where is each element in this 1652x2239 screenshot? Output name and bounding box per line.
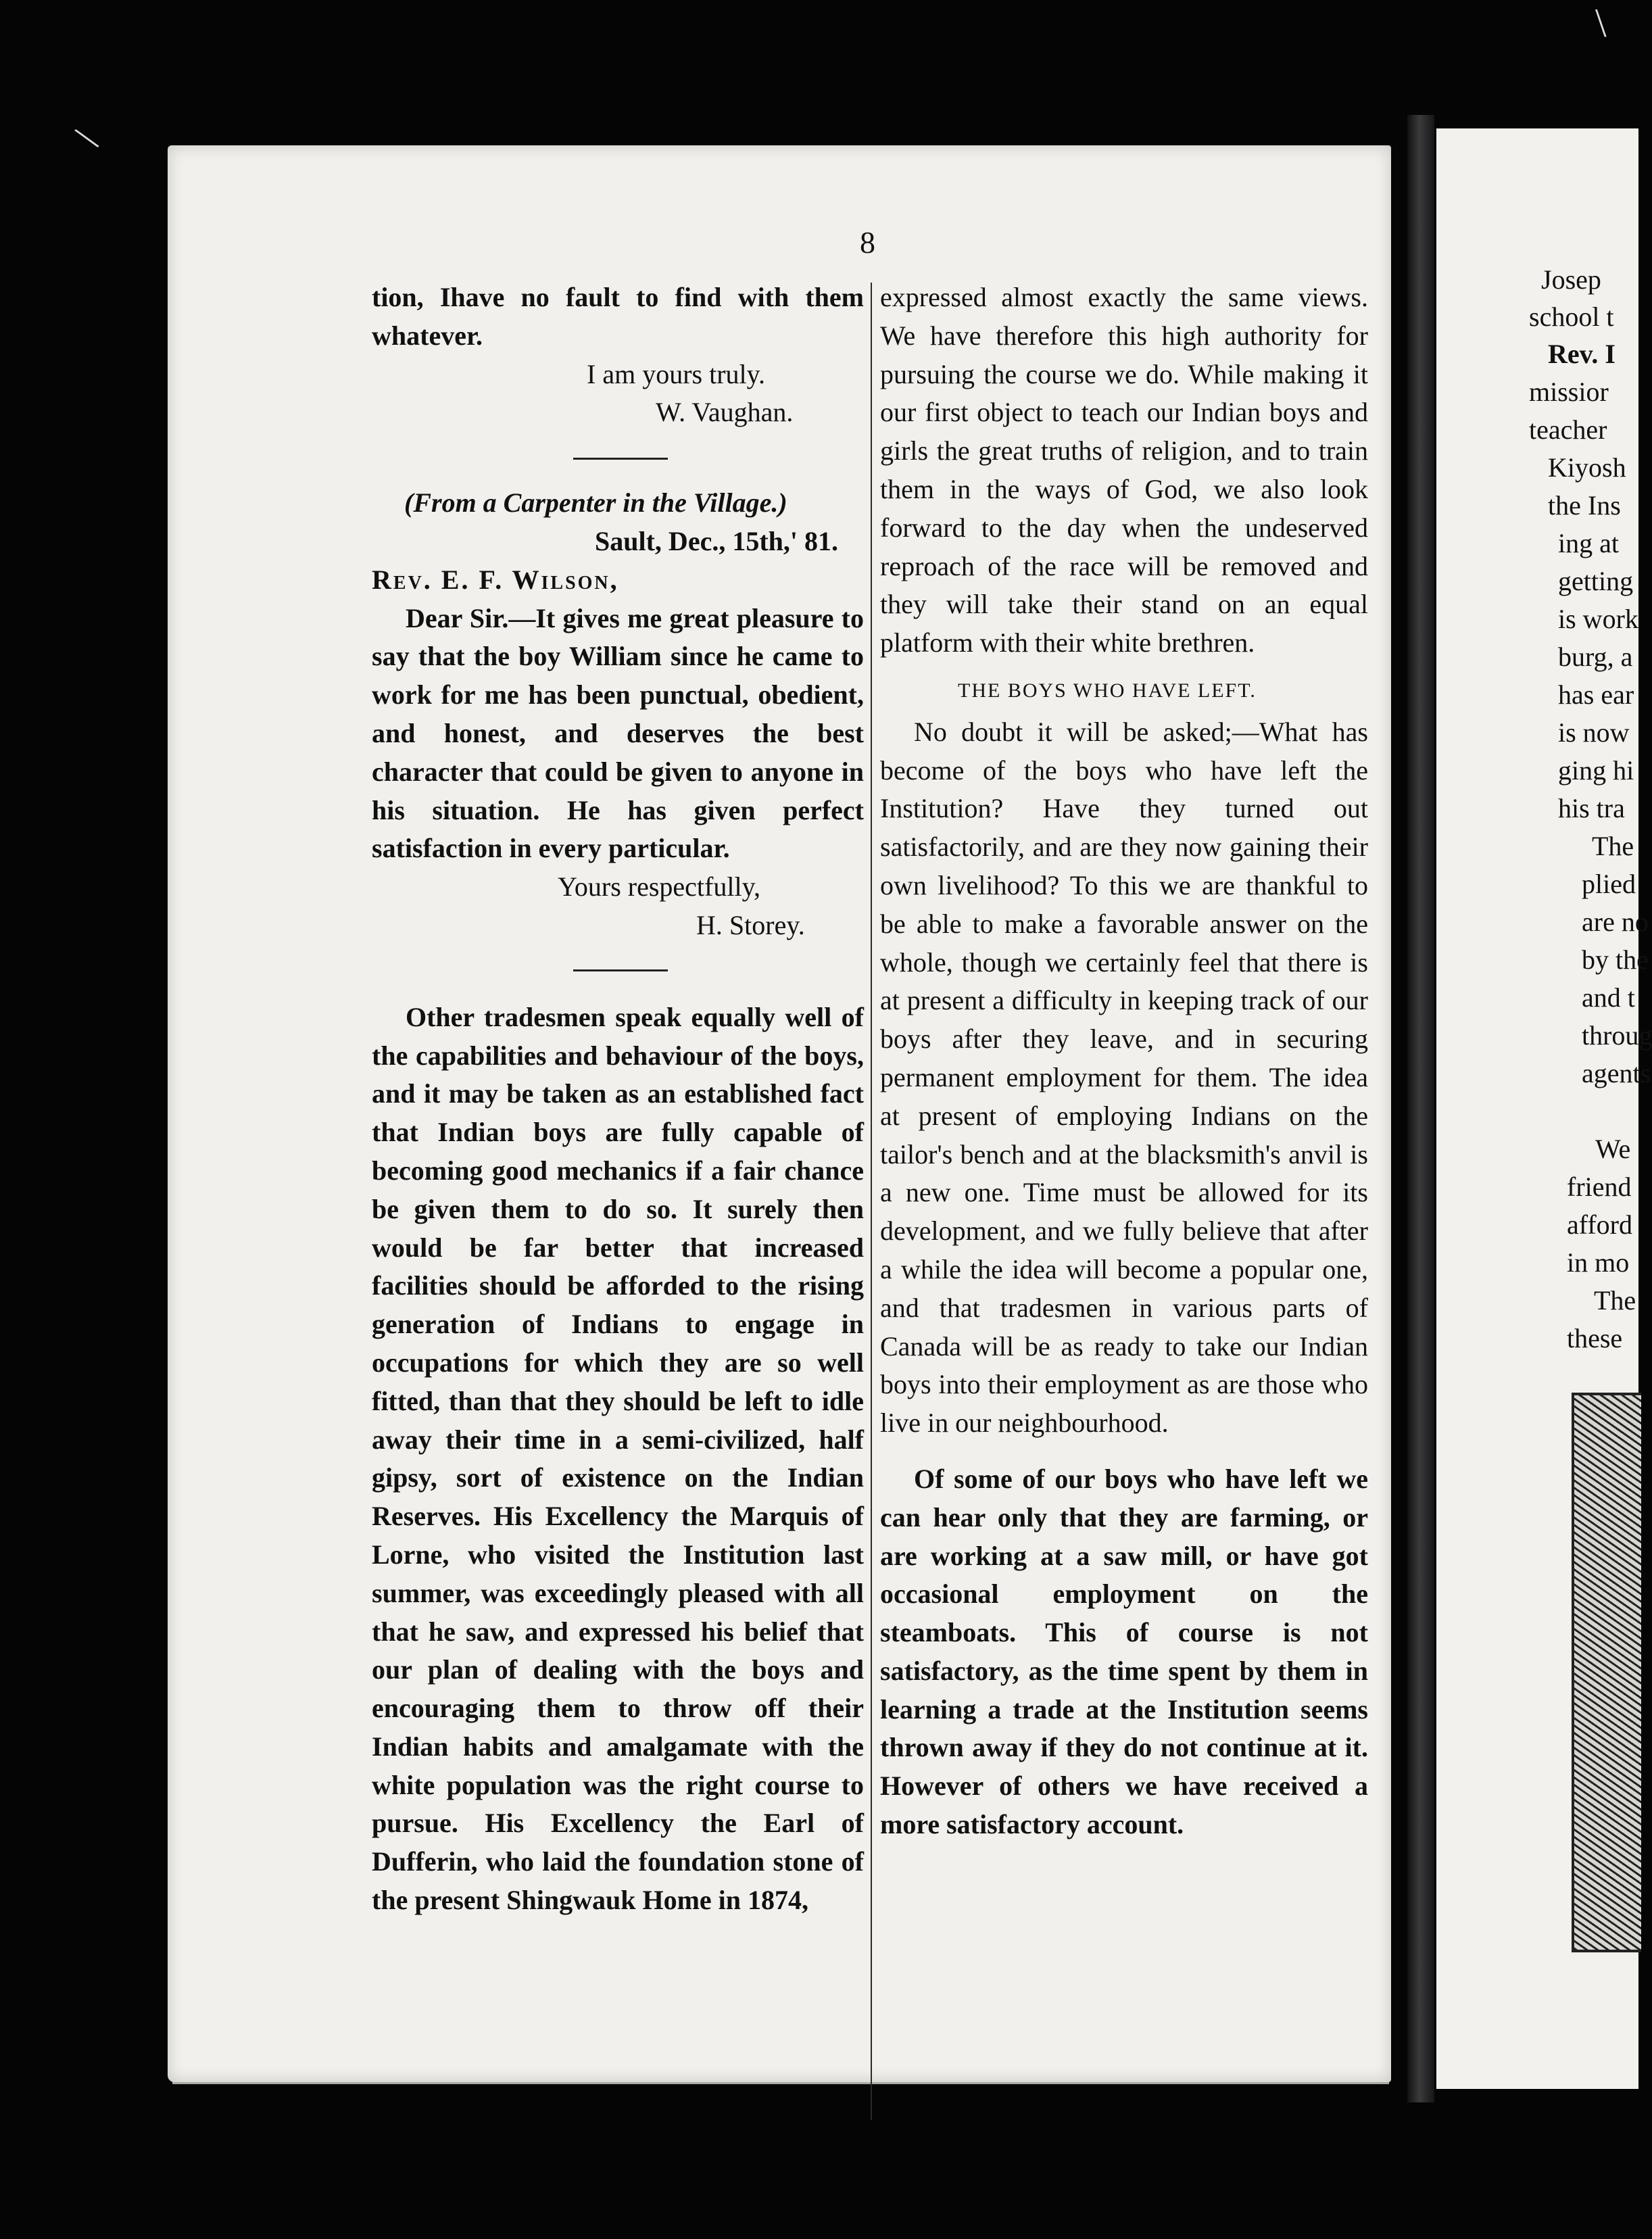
letter-1-signature: W. Vaughan. xyxy=(656,397,794,428)
facing-line: agents xyxy=(1582,1058,1651,1088)
column-divider xyxy=(871,283,872,2120)
facing-line: The xyxy=(1592,831,1634,861)
facing-line: throug xyxy=(1582,1020,1652,1051)
facing-line: has ear xyxy=(1558,679,1634,710)
facing-line: Rev. I xyxy=(1548,339,1615,369)
letter-1-closing: I am yours truly. xyxy=(587,358,766,389)
letter-2-addressee: Rev. E. F. Wilson, xyxy=(372,564,619,595)
paragraph-gap xyxy=(880,1443,1368,1460)
facing-line: ing at xyxy=(1558,528,1619,558)
right-column xyxy=(880,279,1368,1844)
facing-line: his tra xyxy=(1558,793,1625,823)
section-heading: THE BOYS WHO HAVE LEFT. xyxy=(958,679,1257,702)
facing-line: We xyxy=(1595,1134,1631,1164)
body-paragraph: No doubt it will be asked;—What has become of the boys who have left the Institution? Have they turned out satisfactorily, and are they now gaining their own livelihood? To this we are thankful to be able to make a favorable answer on the whole, though we certainly feel that there is at present a difficulty in keeping track of our boys after they leave, and in securing permanent employment for them. The idea at present of employing Indians on the tailor's bench and at the blacksmith's anvil is a new one. Time must be allowed for its development, and we fully believe that after a while the idea will become a popular one, and that tradesmen in various parts of Canada will be as ready to take our Indian boys into their employment as are those who live in our neighbourhood. xyxy=(880,716,1368,1439)
letter-2-dateline: Sault, Dec., 15th,' 81. xyxy=(595,525,838,556)
facing-line: these xyxy=(1567,1323,1623,1353)
facing-line: by the xyxy=(1582,944,1649,975)
facing-line: in mo xyxy=(1567,1247,1630,1278)
facing-line: missior xyxy=(1529,377,1609,407)
facing-line: is now xyxy=(1558,717,1630,748)
engraving-illustration xyxy=(1572,1393,1641,1952)
letter-2-body: Dear Sir.—It gives me great pleasure to say that the boy William since he came to work for me has been punctual, obedient, and honest, and deserves the best character that could be given to anyone in his situation. He has given perfect satisfaction in every particular. xyxy=(372,602,864,864)
section-rule xyxy=(573,458,668,460)
letter-2-source: (From a Carpenter in the Village.) xyxy=(404,487,787,519)
scan-mark: \ xyxy=(1595,1,1607,45)
letter-2-closing: Yours respectfully, xyxy=(558,871,760,902)
facing-line: are no xyxy=(1582,907,1649,937)
scan-mark: \ xyxy=(69,116,104,160)
facing-line: burg, a xyxy=(1558,642,1633,672)
facing-line: afford xyxy=(1567,1209,1632,1240)
facing-line: ging hi xyxy=(1558,755,1634,786)
facing-line: teacher xyxy=(1529,414,1607,445)
facing-line: is work xyxy=(1558,604,1638,634)
page-number: 8 xyxy=(860,225,875,260)
book-spine xyxy=(1407,115,1434,2102)
facing-line: plied xyxy=(1582,869,1636,899)
letter-2-signature: H. Storey. xyxy=(696,909,805,940)
facing-line: school t xyxy=(1529,302,1614,332)
facing-line: The xyxy=(1594,1285,1636,1316)
body-paragraph: Of some of our boys who have left we can hear only that they are farming, or are working at a saw mill, or have got occasional employment on the steamboats. This of course is not satisfactory, as the time spent by them in learning a trade at the Institution seems thrown away if they do not continue at it. However of others we have received a more satisfactory account. xyxy=(880,1463,1368,1840)
facing-line: friend xyxy=(1567,1172,1632,1202)
facing-line: Josep xyxy=(1541,264,1601,295)
facing-line: the Ins xyxy=(1548,490,1621,521)
facing-line: getting xyxy=(1558,566,1634,596)
body-paragraph: expressed almost exactly the same views. We have therefore this high authority for pursuing the course we do. While making it our first object to teach our Indian boys and girls the great truths of religion, and to train them in the ways of God, we also look forward to the day when the undeserved reproach of the race will be removed and they will take their stand on an equal platform with their white brethren. xyxy=(880,282,1368,658)
body-paragraph: Other tradesmen speak equally well of the capabilities and behaviour of the boys, and it may be taken as an established fact that Indian boys are fully capable of becoming good mechanics if a fair chance be given them to do so. It surely then would be far better that increased facilities should be afforded to the rising generation of Indians to engage in occupations for which they are so well fitted, than that they should be left to idle away their time in a semi-civilized, half gipsy, sort of existence on the Indian Reserves. His Excellency the Marquis of Lorne, who visited the Institution last summer, was exceedingly pleased with all that he saw, and expressed his belief that our plan of dealing with the boys and encouraging them to throw off their Indian habits and amalgamate with the white population was the right course to pursue. His Excellency the Earl of Dufferin, who laid the foundation stone of the present Shingwauk Home in 1874, xyxy=(372,1001,864,1916)
left-column xyxy=(372,279,864,1920)
facing-line: Kiyosh xyxy=(1548,452,1626,483)
section-rule xyxy=(573,969,668,971)
facing-line: and t xyxy=(1582,982,1635,1013)
letter-1-ending: tion, Ihave no fault to find with them whatever. xyxy=(372,282,864,351)
